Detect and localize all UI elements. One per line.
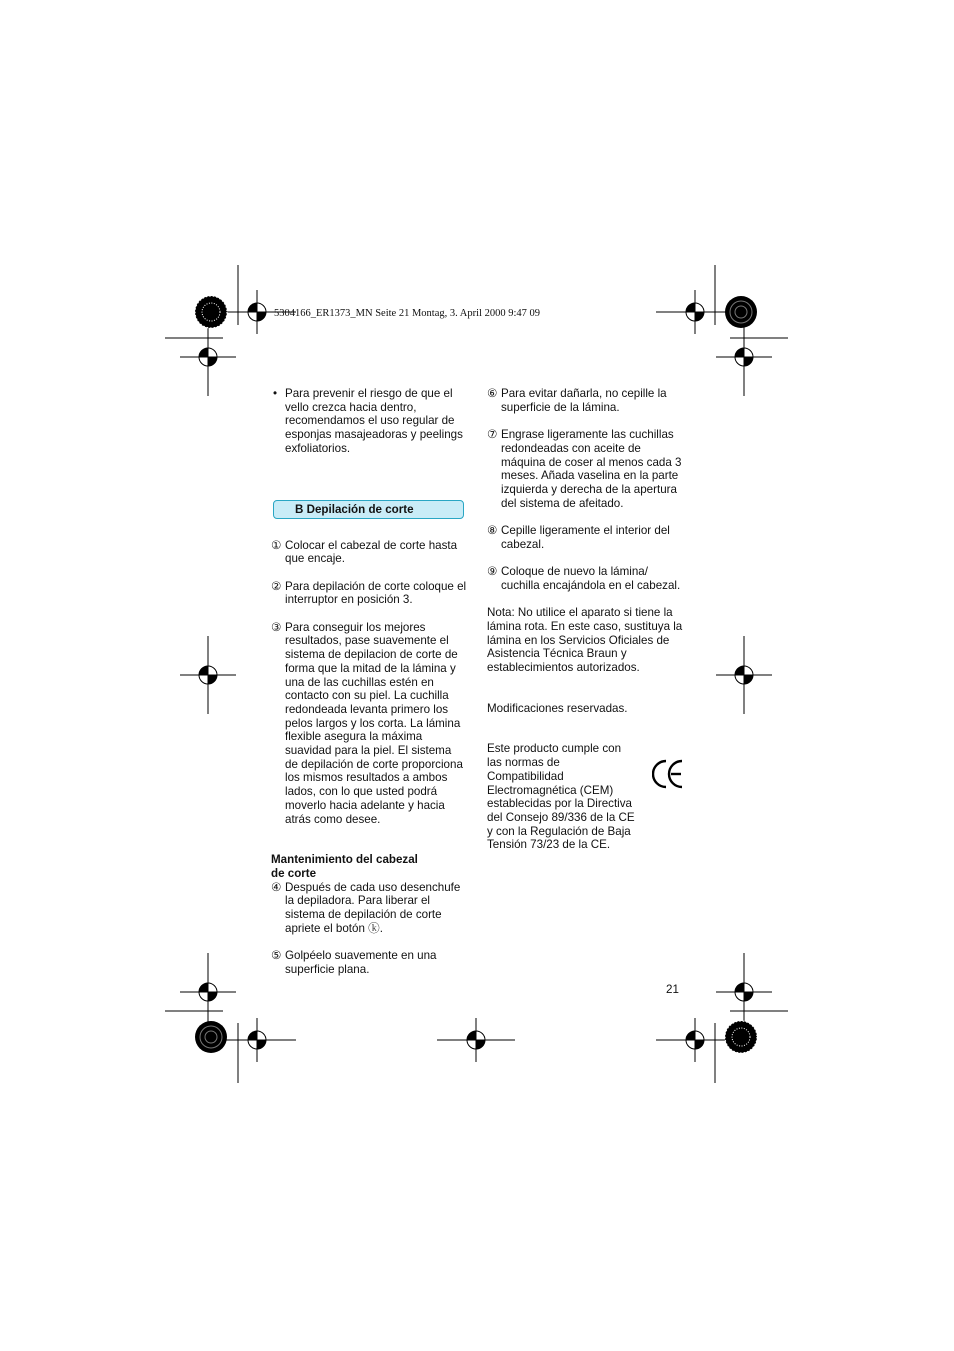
step-item	[271, 949, 467, 976]
step-number: ③	[271, 620, 282, 634]
step-item	[271, 621, 467, 827]
step-text: Para depilación de corte coloque el interruptor en posición 3.	[285, 579, 467, 607]
step-text: Para conseguir los mejores resultados, pase suavemente el sistema de depilacion de corte de forma que la mitad de la lámina y una de las cuchillas estén en contacto con su piel. La cuchilla redondeada levanta primero los pelos largos y los corta. La lámina flexible asegura la máxima suavidad para la piel. El sistema de depilación de corte proporciona los mismos resultados a ambos lados, con lo que usted podrá moverlo hacia adelante y hacia atrás como desee.	[285, 620, 463, 826]
step-number: ④	[271, 880, 282, 894]
step-text: Cepille ligeramente el interior del cabezal.	[501, 524, 670, 551]
note-paragraph: Nota: No utilice el aparato si tiene la lámina rota. En este caso, sustituya la lámina en los Servicios Oficiales de Asistencia Técnica Braun y establecimientos autorizados.	[487, 606, 683, 674]
step-number: ②	[271, 579, 282, 593]
section-title: B Depilación de corte	[273, 500, 464, 519]
step-item	[271, 881, 467, 936]
step-item	[487, 428, 687, 510]
bullet-text: Para prevenir el riesgo de que el vello crezca hacia dentro, recomendamos el uso regular de esponjas masajeadoras y peelings exfoliatorios.	[285, 387, 463, 455]
step-number: ⑨	[487, 565, 498, 579]
step-text: Coloque de nuevo la lámina/ cuchilla encajándola en el cabezal.	[501, 565, 681, 592]
step-text: Colocar el cabezal de corte hasta que encaje.	[285, 538, 458, 566]
step-text: Golpéelo suavemente en una superficie plana.	[285, 949, 437, 976]
compliance-paragraph: Este producto cumple con las normas de Compatibilidad Electromagnética (CEM) establecidas por la Directiva del Consejo 89/336 de la CE y con la Regulación de Baja Tensión 73/23 de la CE.	[487, 742, 635, 852]
maintenance-heading: Mantenimiento del cabezal	[271, 853, 418, 867]
print-header: 5304166_ER1373_MN Seite 21 Montag, 3. April 2000 9:47 09	[274, 308, 540, 319]
ce-mark-icon	[652, 757, 684, 791]
modifications-text: Modificaciones reservadas.	[487, 701, 628, 715]
step-number: ①	[271, 538, 282, 552]
step-item	[271, 580, 467, 607]
step-number: ⑦	[487, 428, 498, 442]
bullet-item	[271, 387, 467, 456]
bullet-symbol: •	[273, 387, 278, 400]
step-text: Engrase ligeramente las cuchillas redondeadas con aceite de máquina de coser al menos cada 3 meses. Añada vaselina en la parte izquierda y derecha de la apertura del sistema de afeitado.	[501, 428, 682, 510]
step-number: ⑥	[487, 387, 498, 400]
step-text: Para evitar dañarla, no cepille la superficie de la lámina.	[501, 387, 667, 414]
step-item	[487, 387, 687, 414]
step-item	[487, 524, 687, 551]
left-column	[271, 387, 467, 977]
page-number: 21	[666, 983, 679, 996]
step-number: ⑤	[271, 949, 282, 963]
step-item	[487, 565, 687, 592]
maintenance-heading-cont: de corte	[271, 866, 317, 880]
step-number: ⑧	[487, 524, 498, 537]
step-text: Después de cada uso desenchufe la depiladora. Para liberar el sistema de depilación de corte apriete el botón ⓚ.	[285, 880, 461, 935]
step-item	[271, 539, 467, 566]
